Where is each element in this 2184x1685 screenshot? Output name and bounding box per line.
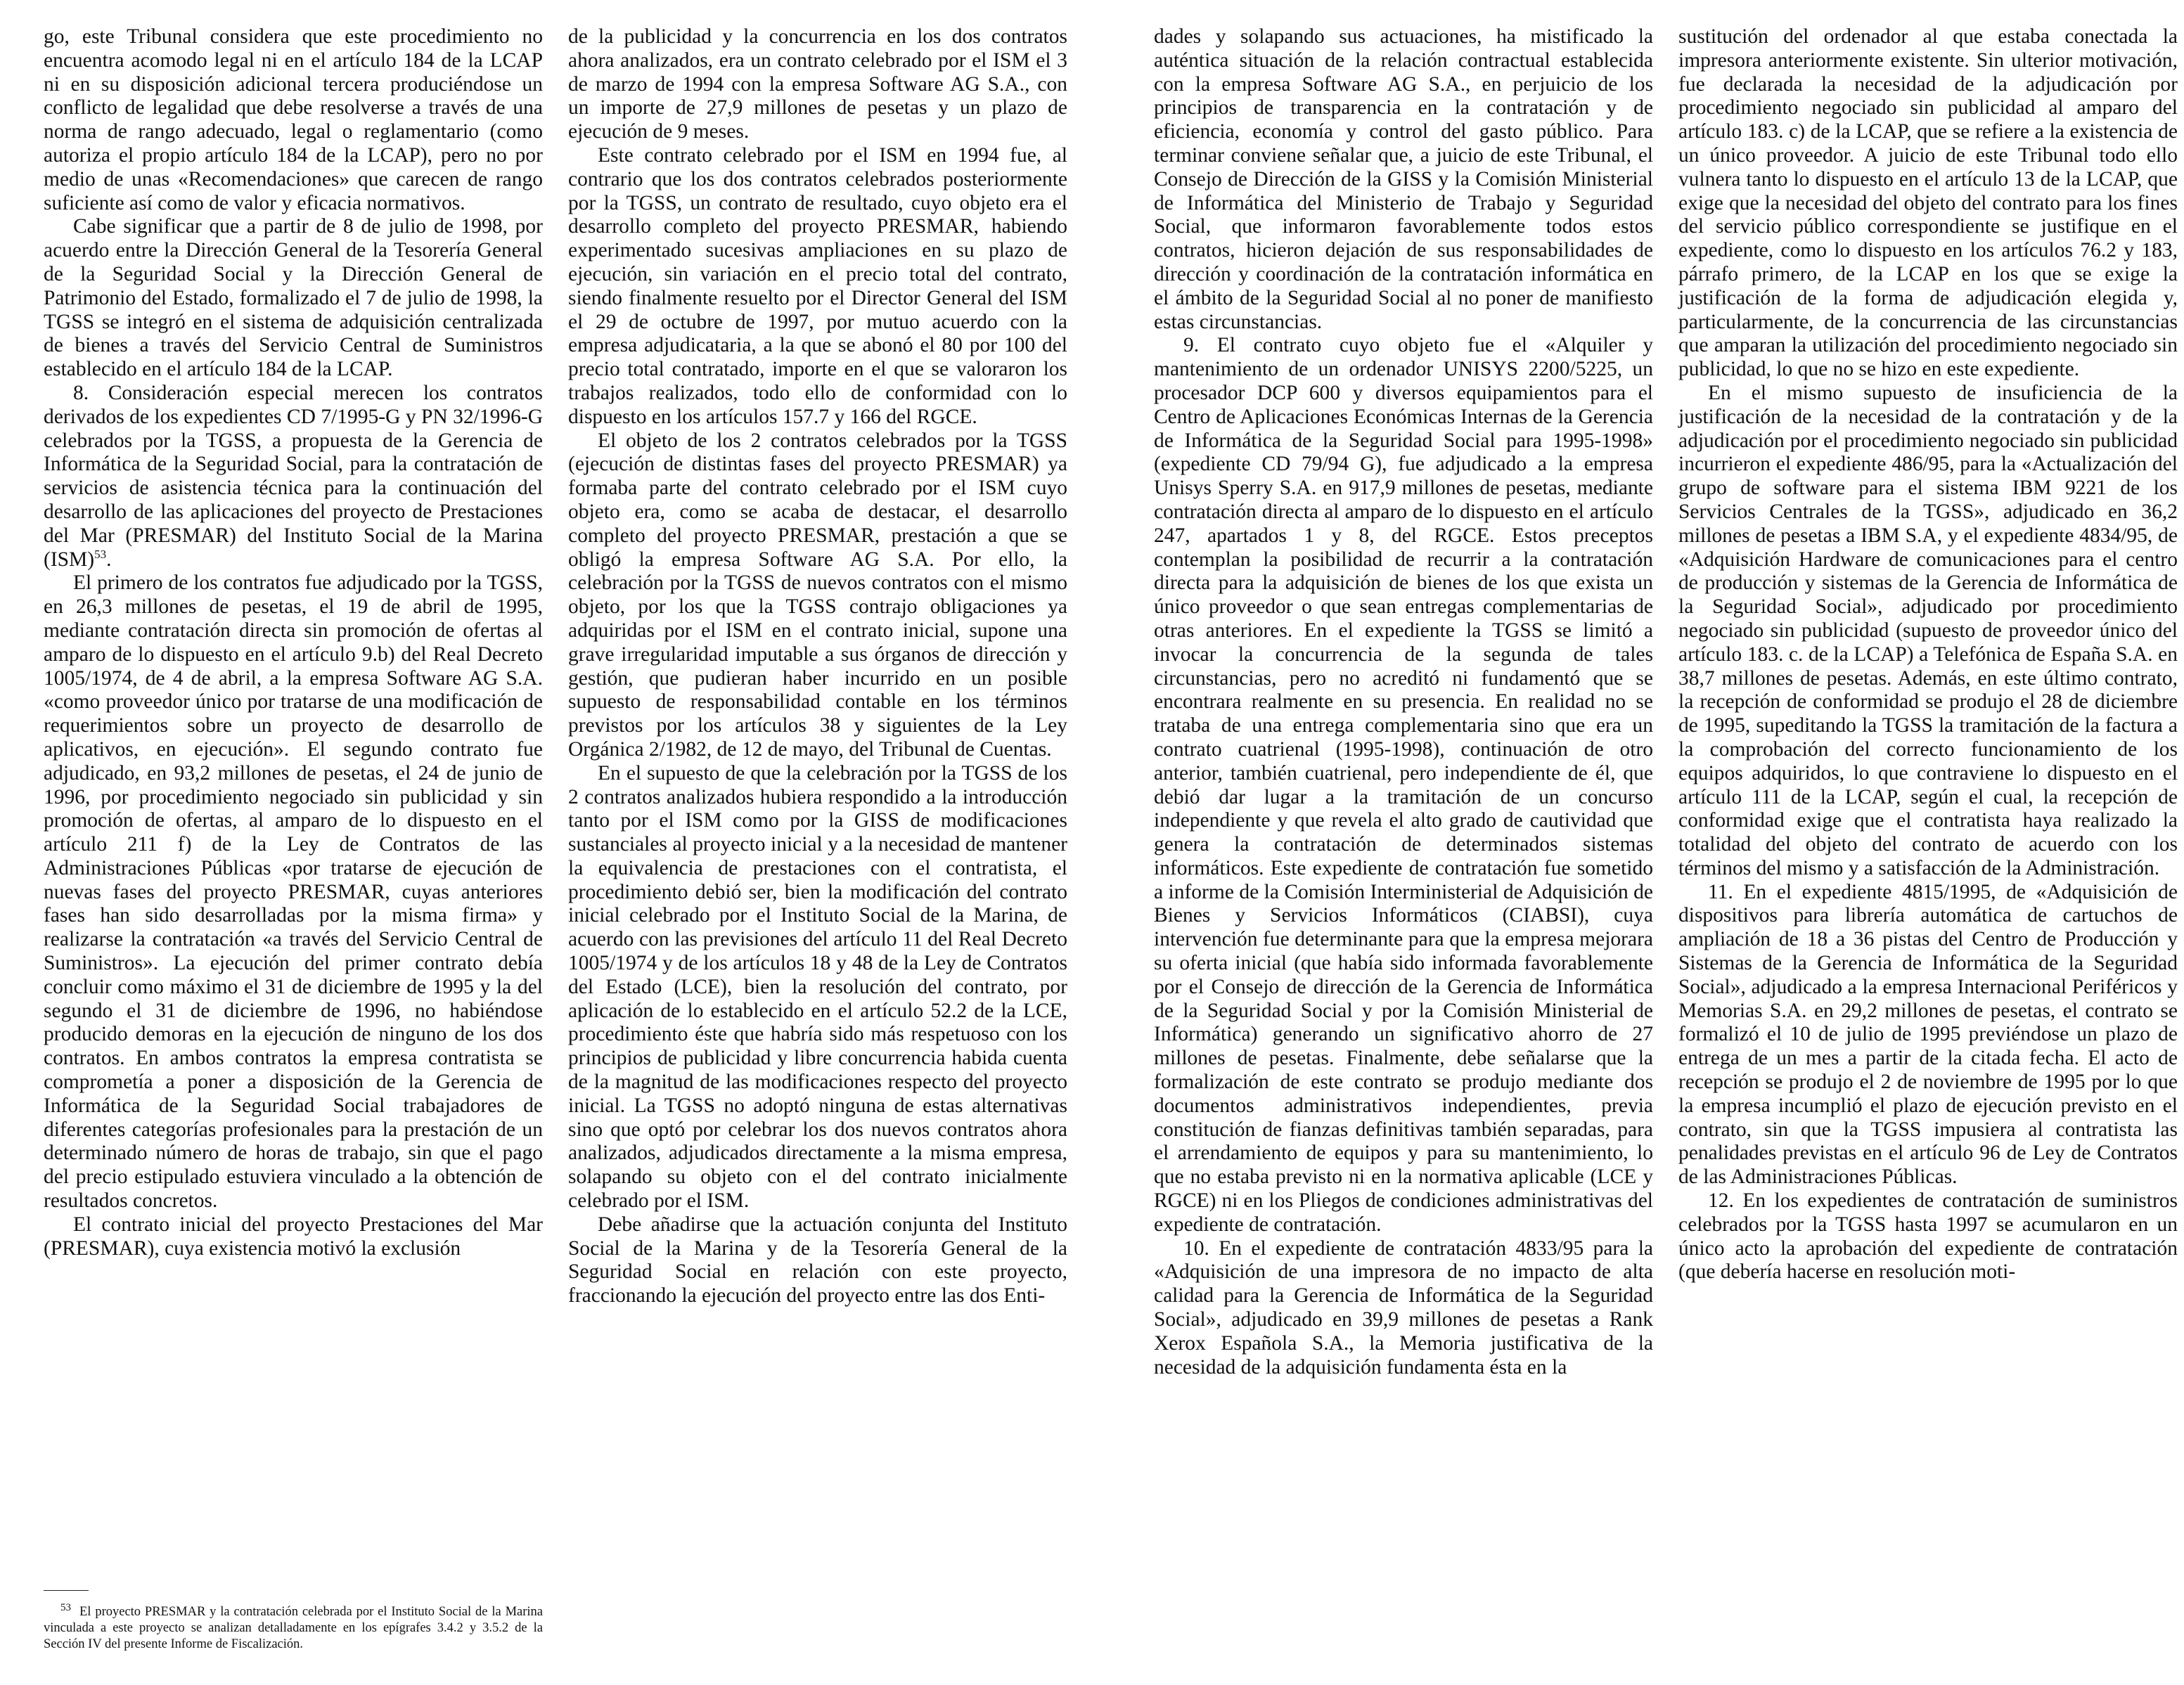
- paragraph: 9. El contrato cuyo objeto fue el «Alquiler y mantenimiento de un ordenador UNISYS 2200/5225, un procesador DCP 600 y diversos equipamientos para el Centro de Aplicaciones Económicas Internas de la Gerencia de Informática de la Seguridad Social para 1995-1998» (expediente CD 79/94 G), fue adjudicado a la empresa Unisys Sperry S.A. en 917,9 millones de pesetas, mediante contratación directa al amparo de lo dispuesto en el artículo 247, apartados 1 y 8, del RGCE. Estos preceptos contemplan la posibilidad de recurrir a la contratación directa para la adquisición de bienes de los que exista un único proveedor o que sean entregas complementarias de otras anteriores. En el expediente la TGSS se limitó a invocar la concurrencia de la segunda de tales circunstancias, pero no acreditó ni fundamentó que se encontrara realmente en su presencia. En realidad no se trataba de una entrega complementaria sino que era un contrato cuatrienal (1995-1998), continuación de otro anterior, también cuatrienal, pero independiente de él, que debió dar lugar a la tramitación de un concurso independiente y que revela el alto grado de cautividad que genera la contratación de determinados sistemas informáticos. Este expediente de contratación fue sometido a informe de la Comisión Interministerial de Adquisición de Bienes y Servicios Informáticos (CIABSI), cuya intervención fue determinante para que la empresa mejorara su oferta inicial (que había sido informada favorablemente por el Consejo de dirección de la Gerencia de Informática de la Seguridad Social y por la Comisión Ministerial de Informática) generando un significativo ahorro de 27 millones de pesetas. Finalmente, debe señalarse que la formalización de este contrato se produjo mediante dos documentos administrativos independientes, previa constitución de fianzas definitivas también separadas, para el arrendamiento de equipos y para su mantenimiento, lo que no estaba previsto ni en la normativa aplicable (LCE y RGCE) ni en los Pliegos de condiciones administrativas del expediente de contratación.: [1154, 334, 1653, 1236]
- paragraph: de la publicidad y la concurrencia en los dos contratos ahora analizados, era un contrato celebrado por el ISM el 3 de marzo de 1994 con la empresa Software AG S.A., con un importe de 27,9 millones de pesetas y un plazo de ejecución de 9 meses.: [568, 25, 1067, 143]
- right-page: [1092, 0, 2184, 1685]
- footnote: 53 El proyecto PRESMAR y la contratación celebrada por el Instituto Social de la Marina vinculada a este proyecto se analizan detalladamente en los epígrafes 3.4.2 y 3.5.2 de la Sección IV del presente Informe de Fiscalización.: [44, 1601, 543, 1651]
- paragraph: Debe añadirse que la actuación conjunta del Instituto Social de la Marina y de la Tesorería General de la Seguridad Social en relación con este proyecto, fraccionando la ejecución del proyecto entre las dos Enti-: [568, 1213, 1067, 1308]
- paragraph: En el supuesto de que la celebración por la TGSS de los 2 contratos analizados hubiera respondido a la introducción tanto por el ISM como por la GISS de modificaciones sustanciales al proyecto inicial y a la necesidad de mantener la equivalencia de prestaciones con el contratista, el procedimiento debió ser, bien la modificación del contrato inicial celebrado por el Instituto Social de la Marina, de acuerdo con las previsiones del artículo 11 del Real Decreto 1005/1974 y de los artículos 18 y 48 de la Ley de Contratos del Estado (LCE), bien la resolución del contrato, por aplicación de lo establecido en el artículo 52.2 de la LCE, procedimiento éste que habría sido más respetuoso con los principios de publicidad y libre concurrencia habida cuenta de la magnitud de las modificaciones respecto del proyecto inicial. La TGSS no adoptó ninguna de estas alternativas sino que optó por celebrar los dos nuevos contratos ahora analizados, adjudicados directamente a la misma empresa, solapando su objeto con el del contrato inicialmente celebrado por el ISM.: [568, 761, 1067, 1213]
- right-page-column-1: [1154, 25, 1653, 1379]
- left-page-column-1: [44, 25, 543, 1260]
- footnote-reference: 53: [94, 547, 107, 561]
- paragraph: El objeto de los 2 contratos celebrados por la TGSS (ejecución de distintas fases del proyecto PRESMAR) ya formaba parte del contrato celebrado por el ISM cuyo objeto era, como se acaba de destacar, el desarrollo completo del proyecto PRESMAR, prestación a que se obligó la empresa Software AG S.A. Por ello, la celebración por la TGSS de nuevos contratos con el mismo objeto, por los que la TGSS contrajo obligaciones ya adquiridas por el ISM en el contrato inicial, supone una grave irregularidad imputable a sus órganos de dirección y gestión, que pudieran haber incurrido en un posible supuesto de responsabilidad contable en los términos previstos por los artículos 38 y siguientes de la Ley Orgánica 2/1982, de 12 de mayo, del Tribunal de Cuentas.: [568, 429, 1067, 761]
- paragraph: Este contrato celebrado por el ISM en 1994 fue, al contrario que los dos contratos celebrados posteriormente por la TGSS, un contrato de resultado, cuyo objeto era el desarrollo completo del proyecto PRESMAR, habiendo experimentado sucesivas ampliaciones en su plazo de ejecución, sin variación en el precio total del contrato, siendo finalmente resuelto por el Director General del ISM el 29 de octubre de 1997, por mutuo acuerdo con la empresa adjudicataria, a la que se abonó el 80 por 100 del precio total contratado, importe en el que se valoraron los trabajos realizados, todo ello de conformidad con lo dispuesto en los artículos 157.7 y 166 del RGCE.: [568, 143, 1067, 428]
- left-page-column-2: [568, 25, 1067, 1308]
- paragraph: 8. Consideración especial merecen los contratos derivados de los expedientes CD 7/1995-G y PN 32/1996-G celebrados por la TGSS, a propuesta de la Gerencia de Informática de la Seguridad Social, para la contratación de servicios de asistencia técnica para la continuación del desarrollo de las aplicaciones del proyecto de Prestaciones del Mar (PRESMAR) del Instituto Social de la Marina (ISM)$^{53}$.: [44, 381, 543, 571]
- paragraph: 10. En el expediente de contratación 4833/95 para la «Adquisición de una impresora de no impacto de alta calidad para la Gerencia de Informática de la Seguridad Social», adjudicado en 39,9 millones de pesetas a Rank Xerox Española S.A., la Memoria justificativa de la necesidad de la adquisición fundamenta ésta en la: [1154, 1237, 1653, 1379]
- paragraph: go, este Tribunal considera que este procedimiento no encuentra acomodo legal ni en el artículo 184 de la LCAP ni en su disposición adicional tercera produciéndose un conflicto de legalidad que debe resolverse a través de una norma de rango adecuado, legal o reglamentario (como autoriza el propio artículo 184 de la LCAP), pero no por medio de unas «Recomendaciones» que carecen de rango suficiente así como de valor y eficacia normativos.: [44, 25, 543, 214]
- paragraph: El primero de los contratos fue adjudicado por la TGSS, en 26,3 millones de pesetas, el 19 de abril de 1995, mediante contratación directa sin promoción de ofertas al amparo de lo dispuesto en el artículo 9.b) del Real Decreto 1005/1974, de 4 de abril, a la empresa Software AG S.A. «como proveedor único por tratarse de una modificación de requerimientos sobre un proyecto de desarrollo de aplicativos, en ejecución». El segundo contrato fue adjudicado, en 93,2 millones de pesetas, el 24 de junio de 1996, por procedimiento negociado sin publicidad y sin promoción de ofertas, al amparo de lo dispuesto en el artículo 211 f) de la Ley de Contratos de las Administraciones Públicas «por tratarse de ejecución de nuevas fases del proyecto PRESMAR, cuyas anteriores fases han sido desarrolladas por la misma firma» y realizarse la contratación «a través del Servicio Central de Suministros». La ejecución del primer contrato debía concluir como máximo el 31 de diciembre de 1995 y la del segundo el 31 de diciembre de 1996, no habiéndose producido demoras en la ejecución de ninguno de los dos contratos. En ambos contratos la empresa contratista se comprometía a poner a disposición de la Gerencia de Informática de la Seguridad Social trabajadores de diferentes categorías profesionales para la prestación de un determinado número de horas de trabajo, sin que el pago del precio estipulado estuviera vinculado a la obtención de resultados concretos.: [44, 572, 543, 1213]
- footnote-text: El proyecto PRESMAR y la contratación celebrada por el Instituto Social de la Marina vinculada a este proyecto se analizan detalladamente en los epígrafes 3.4.2 y 3.5.2 de la Sección IV del presente Informe de Fiscalización.: [44, 1605, 543, 1651]
- right-page-column-2: [1678, 25, 2178, 1284]
- paragraph: El contrato inicial del proyecto Prestaciones del Mar (PRESMAR), cuya existencia motivó la exclusión: [44, 1213, 543, 1260]
- paragraph: En el mismo supuesto de insuficiencia de la justificación de la necesidad de la contratación y de la adjudicación por el procedimiento negociado sin publicidad incurrieron el expediente 486/95, para la «Actualización del grupo de software para el sistema IBM 9221 de los Servicios Centrales de la TGSS», adjudicado en 36,2 millones de pesetas a IBM S.A, y el expediente 4834/95, de «Adquisición Hardware de comunicaciones para el centro de producción y sistemas de la Gerencia de Informática de la Seguridad Social», adjudicado por procedimiento negociado sin publicidad (supuesto de proveedor único del artículo 183. c. de la LCAP) a Telefónica de España S.A. en 38,7 millones de pesetas. Además, en este último contrato, la recepción de conformidad se produjo el 28 de diciembre de 1995, supeditando la TGSS la tramitación de la factura a la comprobación del correcto funcionamiento de los equipos adquiridos, lo que contraviene lo dispuesto en el artículo 111 de la LCAP, según el cual, la recepción de conformidad exige que el contratista haya realizado la totalidad del objeto del contrato de acuerdo con los términos del mismo y a satisfacción de la Administración.: [1678, 381, 2178, 879]
- paragraph: 12. En los expedientes de contratación de suministros celebrados por la TGSS hasta 1997 se acumularon en un único acto la aprobación del expediente de contratación (que debería hacerse en resolución moti-: [1678, 1189, 2178, 1284]
- paragraph: dades y solapando sus actuaciones, ha mistificado la auténtica situación de la relación contractual establecida con la empresa Software AG S.A., en perjuicio de los principios de transparencia en la contratación y de eficiencia, economía y control del gasto público. Para terminar conviene señalar que, a juicio de este Tribunal, el Consejo de Dirección de la GISS y la Comisión Ministerial de Informática del Ministerio de Trabajo y Seguridad Social, que informaron favorablemente todos estos contratos, hicieron dejación de sus responsabilidades de dirección y coordinación de la contratación informática en el ámbito de la Seguridad Social al no poner de manifiesto estas circunstancias.: [1154, 25, 1653, 333]
- paragraph: Cabe significar que a partir de 8 de julio de 1998, por acuerdo entre la Dirección General de la Tesorería General de la Seguridad Social y la Dirección General de Patrimonio del Estado, formalizado el 7 de julio de 1998, la TGSS se integró en el sistema de adquisición centralizada de bienes a través del Servicio Central de Suministros establecido en el artículo 184 de la LCAP.: [44, 215, 543, 381]
- paragraph: 11. En el expediente 4815/1995, de «Adquisición de dispositivos para librería automática de cartuchos de ampliación de 18 a 36 pistas del Centro de Producción y Sistemas de la Gerencia de Informática de la Seguridad Social», adjudicado a la empresa Internacional Periféricos y Memorias S.A. en 29,2 millones de pesetas, el contrato se formalizó el 10 de julio de 1995 previéndose un plazo de entrega de un mes a partir de la citada fecha. El acto de recepción se produjo el 2 de noviembre de 1995 por lo que la empresa incumplió el plazo de ejecución previsto en el contrato, sin que la TGSS impusiera al contratista las penalidades previstas en el artículo 96 de Ley de Contratos de las Administraciones Públicas.: [1678, 880, 2178, 1189]
- footnote-divider: [44, 1590, 89, 1591]
- paragraph-text: 8. Consideración especial merecen los contratos derivados de los expedientes CD 7/1995-G y PN 32/1996-G celebrados por la TGSS, a propuesta de la Gerencia de Informática de la Seguridad Social, para la contratación de servicios de asistencia técnica para la continuación del desarrollo de las aplicaciones del proyecto de Prestaciones del Mar (PRESMAR) del Instituto Social de la Marina (ISM): [44, 381, 543, 571]
- paragraph: sustitución del ordenador al que estaba conectada la impresora anteriormente existente. Sin ulterior motivación, fue declarada la necesidad de la adjudicación por procedimiento negociado sin publicidad al amparo del artículo 183. c) de la LCAP, que se refiere a la existencia de un único proveedor. A juicio de este Tribunal todo ello vulnera tanto lo dispuesto en el artículo 13 de la LCAP, que exige que la necesidad del objeto del contrato para los fines del servicio público correspondiente se justifique en el expediente, como lo dispuesto en los artículos 76.2 y 183, párrafo primero, de la LCAP en los que se exige la justificación de la forma de adjudicación elegida y, particularmente, de la concurrencia de las circunstancias que amparan la utilización del procedimiento negociado sin publicidad, lo que no se hizo en este expediente.: [1678, 25, 2178, 381]
